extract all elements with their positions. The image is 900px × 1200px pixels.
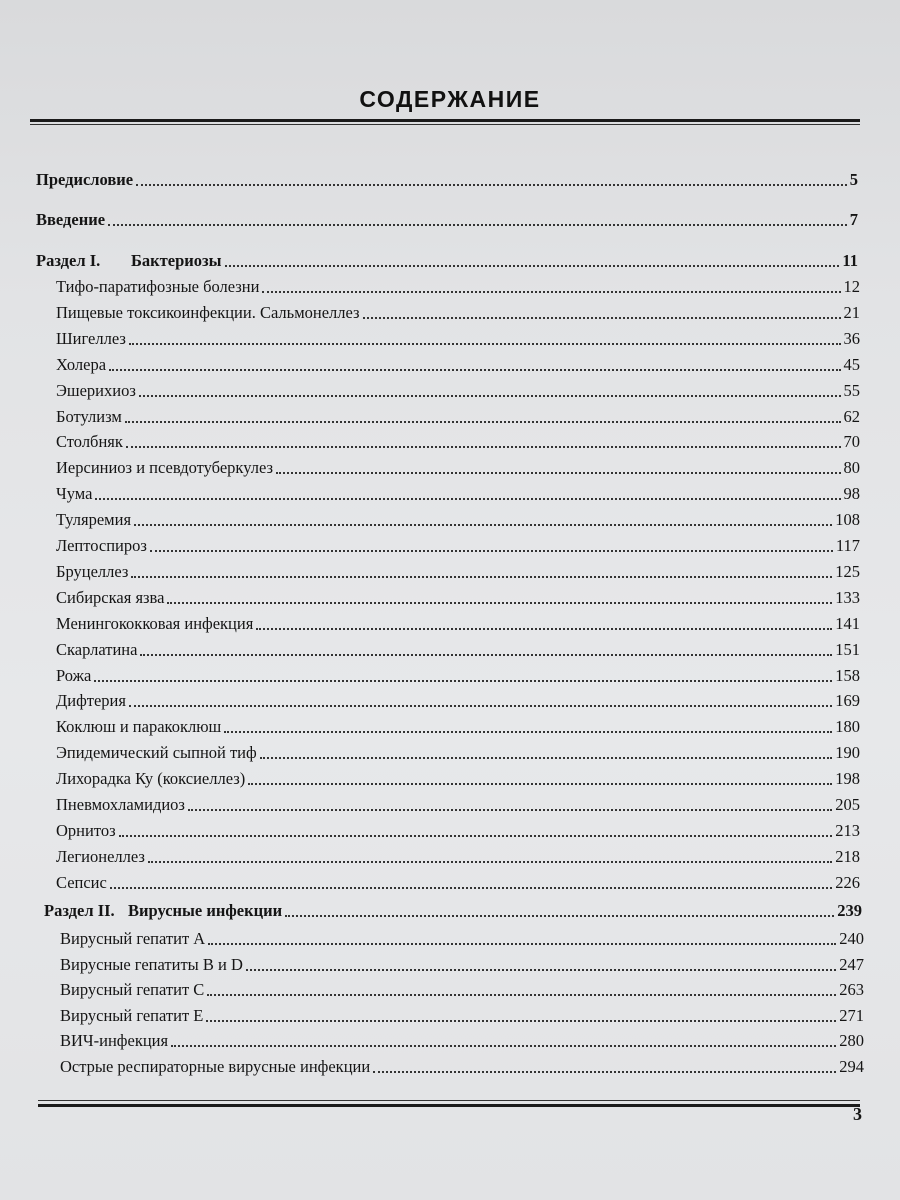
toc-entry: [56, 430, 860, 454]
leader-dots: [150, 549, 833, 552]
leader-dots: [140, 653, 832, 656]
toc-entry: [56, 379, 860, 403]
page-number: 3: [853, 1104, 862, 1124]
toc-entry-label: Сепсис: [56, 872, 107, 892]
toc-entry-page: 21: [843, 302, 860, 322]
section-number: Раздел I.: [36, 251, 101, 270]
toc-entry-page: 280: [839, 1031, 864, 1050]
toc-entry: [56, 560, 860, 584]
toc-entry-page: 169: [835, 691, 860, 711]
toc-entry-label: Туляремия: [56, 510, 132, 530]
section-number: Раздел II.: [44, 901, 115, 920]
leader-dots: [134, 523, 832, 526]
toc-entry-page: 70: [843, 432, 860, 452]
bottom-rule-thick: [38, 1104, 860, 1107]
toc-entry-page: 55: [843, 380, 860, 400]
toc-entry-label: Тифо-паратифозные болезни: [56, 277, 260, 296]
section-title: Бактериозы: [131, 251, 222, 270]
toc-entry-page: 198: [835, 769, 860, 789]
toc-entry-page: 218: [835, 846, 860, 866]
toc-entry-label: Лихорадка Ку (коксиеллез): [56, 769, 246, 789]
toc-entry-introduction: [36, 208, 858, 232]
toc-entry: [56, 819, 860, 843]
toc-entry-label: Вирусный гепатит С: [60, 980, 205, 999]
leader-dots: [248, 782, 832, 785]
toc-entry-page: 62: [843, 406, 860, 426]
leader-dots: [262, 290, 840, 293]
toc-entry: [60, 927, 864, 951]
toc-entry-label: Острые респираторные вирусные инфекции: [60, 1056, 371, 1076]
toc-entry-label: Столбняк: [56, 432, 123, 452]
toc-entry-label: Сибирская язва: [56, 587, 165, 607]
toc-entry: [56, 741, 860, 765]
leader-dots: [110, 886, 832, 889]
toc-entry: [56, 327, 860, 351]
toc-section-2-heading: [44, 899, 862, 923]
leader-dots: [171, 1044, 836, 1047]
leader-dots: [224, 730, 832, 733]
toc-entry: [56, 871, 860, 895]
toc-entry: [60, 978, 864, 1002]
leader-dots: [95, 497, 840, 500]
toc-entry: [56, 275, 860, 299]
toc-entry-page: 5: [849, 170, 858, 189]
toc-entry: [56, 767, 860, 791]
toc-entry-label: Орнитоз: [56, 820, 116, 840]
leader-dots: [109, 368, 840, 371]
toc-entry-page: 226: [835, 872, 860, 892]
bottom-rule-thin: [38, 1100, 860, 1101]
toc-entry: [56, 612, 860, 636]
toc-entry-label: Менингококковая инфекция: [56, 613, 254, 633]
toc-entry: [56, 689, 860, 713]
toc-entry: [56, 301, 860, 325]
toc-entry-page: 151: [835, 639, 860, 659]
toc-entry-page: 11: [842, 251, 858, 270]
toc-entry: [56, 793, 860, 817]
toc-entry-label: Рожа: [56, 665, 92, 685]
toc-entry-page: 125: [835, 561, 860, 581]
toc-entry: [60, 953, 864, 977]
toc-entry-label: Пищевые токсикоинфекции. Сальмонеллез: [56, 302, 360, 322]
leader-dots: [225, 264, 840, 267]
leader-dots: [94, 679, 832, 682]
toc-entry-label: Бруцеллез: [56, 561, 129, 581]
leader-dots: [126, 445, 841, 448]
toc-entry-page: 36: [843, 328, 860, 348]
toc-entry-page: 239: [837, 901, 862, 920]
toc-entry: [60, 1029, 864, 1053]
toc-entry: [56, 353, 860, 377]
toc-entry: [56, 534, 860, 558]
top-rule-thin: [30, 124, 860, 125]
toc-entry-page: 271: [839, 1005, 864, 1025]
toc-entry-label: Скарлатина: [56, 639, 138, 659]
toc-entry-label: Дифтерия: [56, 691, 126, 711]
toc-entry-label: Шигеллез: [56, 328, 126, 348]
toc-entry-label: Предисловие: [36, 170, 134, 189]
toc-entry-page: 205: [835, 795, 860, 814]
toc-entry-page: 108: [835, 510, 860, 530]
leader-dots: [246, 968, 836, 971]
toc-entry-page: 133: [835, 587, 860, 607]
leader-dots: [260, 756, 833, 759]
leader-dots: [119, 834, 833, 837]
leader-dots: [256, 627, 832, 630]
toc-entry-preface: [36, 168, 858, 192]
toc-entry-page: 190: [835, 743, 860, 763]
toc-section-1-heading: [36, 249, 858, 273]
toc-entry-label: Эпидемический сыпной тиф: [56, 743, 257, 763]
page-title: СОДЕРЖАНИЕ: [359, 86, 541, 112]
toc-entry-label: Чума: [56, 484, 93, 504]
toc-entry-label: Лептоспироз: [56, 536, 147, 555]
toc-entry: [56, 456, 860, 480]
toc-entry-label: Эшерихиоз: [56, 380, 136, 400]
toc-entry-page: 180: [835, 717, 860, 737]
toc-entry-page: 45: [843, 354, 860, 374]
toc-entry-page: 294: [839, 1056, 864, 1076]
toc-entry-label: Вирусный гепатит Е: [60, 1005, 204, 1025]
leader-dots: [108, 223, 847, 226]
toc-entry-label: Ботулизм: [56, 406, 122, 426]
toc-entry: [56, 405, 860, 429]
toc-entry-page: 247: [839, 954, 864, 974]
top-rule-thick: [30, 119, 860, 122]
toc-entry-page: 117: [835, 536, 860, 555]
toc-entry-page: 7: [849, 210, 858, 229]
leader-dots: [373, 1070, 836, 1073]
toc-entry: [56, 638, 860, 662]
toc-entry-label: ВИЧ-инфекция: [60, 1031, 169, 1050]
toc-entry: [60, 1055, 864, 1079]
toc-entry-page: 80: [843, 458, 860, 478]
toc-entry: [56, 586, 860, 610]
toc-entry-page: 158: [835, 665, 860, 685]
leader-dots: [206, 1019, 836, 1022]
toc-entry-page: 240: [839, 929, 864, 948]
toc-entry: [56, 845, 860, 869]
toc-entry: [60, 1004, 864, 1028]
toc-entry-page: 98: [843, 484, 860, 504]
leader-dots: [208, 942, 836, 945]
toc-entry: [56, 664, 860, 688]
toc-entry: [56, 715, 860, 739]
leader-dots: [125, 420, 841, 423]
toc-entry: [56, 508, 860, 532]
leader-dots: [136, 183, 847, 186]
toc-entry-label: Легионеллез: [56, 846, 145, 866]
toc-entry: [56, 482, 860, 506]
leader-dots: [131, 575, 832, 578]
toc-entry-label: Вирусные гепатиты В и D: [60, 954, 243, 974]
leader-dots: [139, 394, 841, 397]
leader-dots: [363, 316, 841, 319]
leader-dots: [167, 601, 832, 604]
leader-dots: [148, 860, 832, 863]
toc-entry-label: Холера: [56, 354, 107, 374]
toc-entry-label: Вирусный гепатит А: [60, 929, 206, 948]
leader-dots: [207, 993, 836, 996]
toc-entry-label: Пневмохламидиоз: [56, 795, 185, 814]
toc-entry-page: 141: [835, 613, 860, 633]
toc-entry-label: Иерсиниоз и псевдотуберкулез: [56, 458, 273, 478]
toc-entry-label: Введение: [36, 210, 106, 229]
section-title: Вирусные инфекции: [128, 901, 283, 920]
toc-entry-page: 213: [835, 820, 860, 840]
leader-dots: [129, 342, 841, 345]
leader-dots: [285, 914, 834, 917]
leader-dots: [276, 471, 841, 474]
toc-entry-page: 263: [839, 980, 864, 999]
leader-dots: [129, 704, 832, 707]
leader-dots: [188, 808, 832, 811]
toc-entry-page: 12: [843, 277, 860, 296]
toc-entry-label: Коклюш и паракоклюш: [56, 717, 222, 737]
